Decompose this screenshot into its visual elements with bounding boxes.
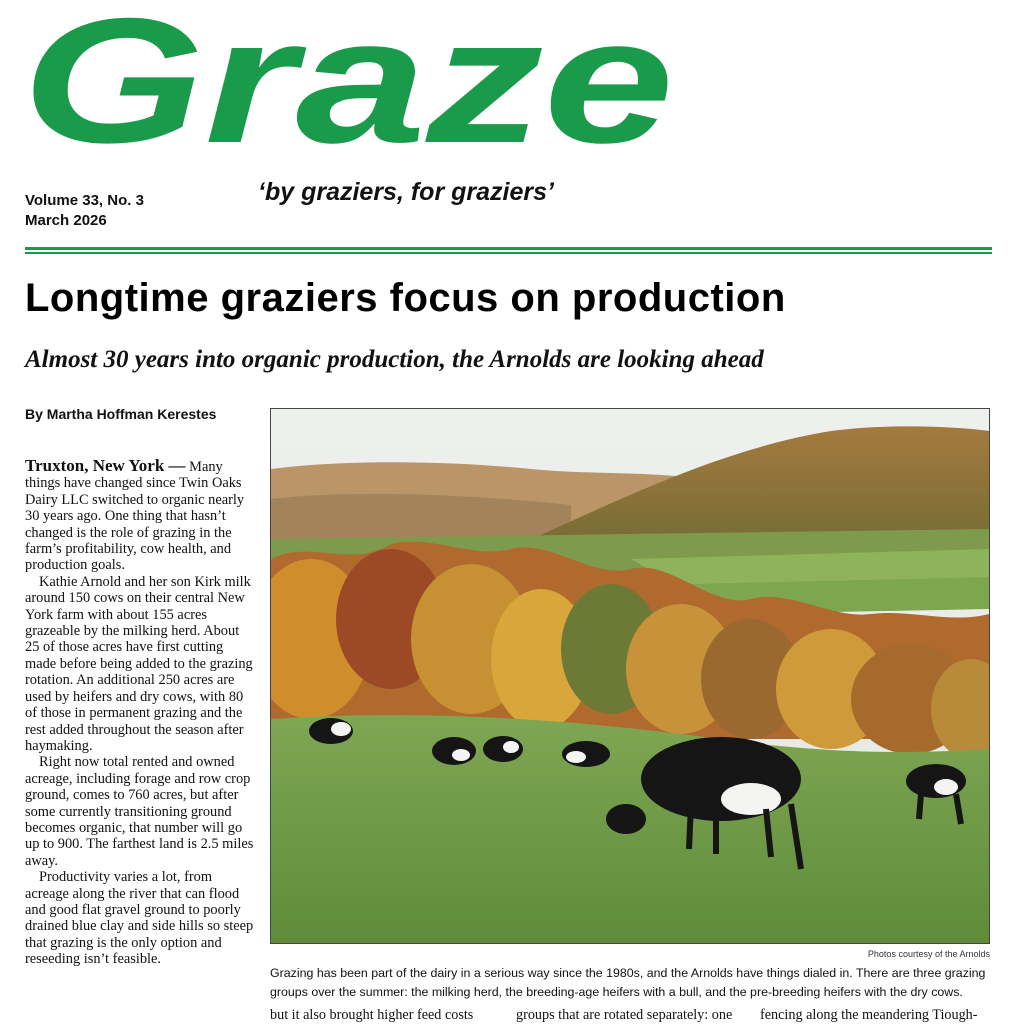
article-paragraph: Kathie Arnold and her son Kirk milk around 150 cows on their central New York farm with about 155 acres grazeable by the milking herd. About 25 of those acres have first cutting made before being added to the grazing rotation. An additional 250 acres are used by heifers and dry cows, with 80 of those in permanent grazing and the rest added throughout the season after haymaking. bbox=[25, 573, 253, 754]
column-continuation: but it also brought higher feed costs bbox=[270, 1007, 474, 1023]
issue-date: March 2026 bbox=[25, 212, 107, 229]
article-paragraph: Truxton, New York — Many things have changed since Twin Oaks Dairy LLC switched to organic nearly 30 years ago. One thing that hasn’t changed is the role of grazing in the farm’s profitability, cow health, and production goals. bbox=[25, 458, 245, 574]
subheadline: Almost 30 years into organic production, the Arnolds are looking ahead bbox=[25, 346, 764, 373]
photo-icon bbox=[271, 409, 989, 943]
column-continuation: fencing along the meandering Tiough- bbox=[760, 1007, 978, 1023]
headline: Longtime graziers focus on production bbox=[25, 276, 786, 320]
divider-rule bbox=[25, 252, 992, 254]
byline: By Martha Hoffman Kerestes bbox=[25, 406, 217, 422]
masthead-title: Graze bbox=[22, 2, 674, 162]
dateline: Truxton, New York — bbox=[25, 458, 186, 475]
issue-info bbox=[25, 191, 144, 231]
tagline: ‘by graziers, for graziers’ bbox=[258, 178, 554, 206]
graze-logo bbox=[22, 2, 682, 162]
photo-caption: Grazing has been part of the dairy in a serious way since the 1980s, and the Arnolds have things dialed in. There are three grazing groups over the summer: the milking herd, the breeding-age heifers with a bull, and the pre-breeding heifers with the dry cows. bbox=[270, 966, 986, 999]
column-continuation: groups that are rotated separately: one bbox=[516, 1007, 733, 1023]
divider-rule bbox=[25, 247, 992, 250]
masthead-logo bbox=[22, 2, 682, 162]
cows-grazing-photo bbox=[270, 408, 990, 944]
article-column bbox=[25, 458, 255, 1024]
article-paragraph: Productivity varies a lot, from acreage along the river that can flood and good flat gravel ground to poorly drained blue clay and side hills so steep that grazing is the only option and reseeding isn’t feasible. bbox=[25, 869, 254, 968]
article-paragraph: Right now total rented and owned acreage, including forage and row crop ground, comes to 760 acres, but after some currently transitioning ground becomes organic, that number will go up to 900. The farthest land is 2.5 miles away. bbox=[25, 754, 254, 869]
photo-credit: Photos courtesy of the Arnolds bbox=[867, 949, 990, 959]
volume-number: Volume 33, No. 3 bbox=[25, 192, 144, 209]
